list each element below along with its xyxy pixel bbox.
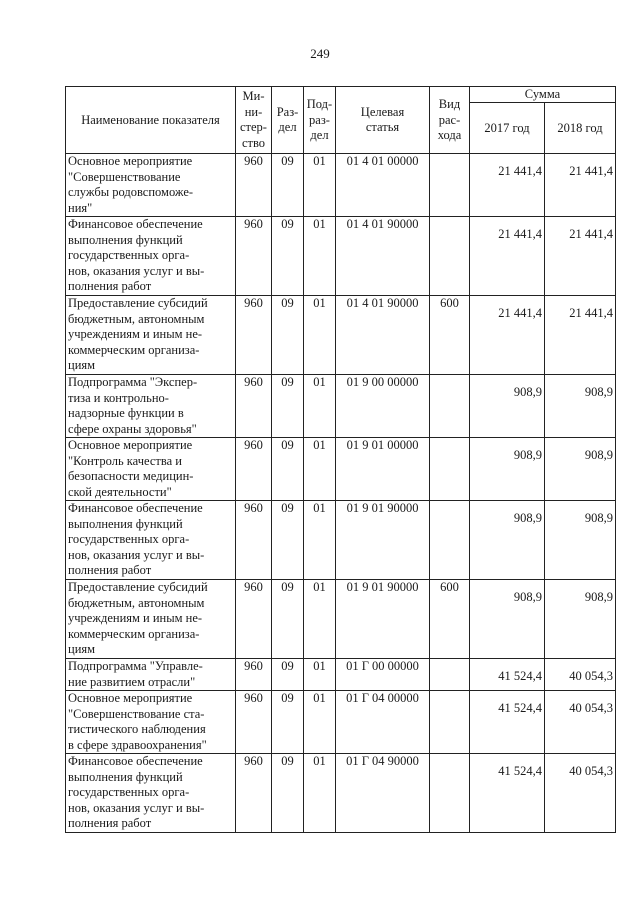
row-ministry-cell: 960 [236,217,272,296]
row-section-cell: 09 [272,501,304,580]
row-type-cell [430,659,470,691]
header-name: Наименование показателя [66,87,236,154]
row-target-cell: 01 4 01 90000 [336,296,430,375]
table-row [66,501,616,580]
row-target-cell: 01 Г 04 00000 [336,691,430,754]
row-type-cell [430,691,470,754]
row-target-cell: 01 9 00 00000 [336,375,430,438]
row-ministry-cell: 960 [236,691,272,754]
budget-table [65,86,616,833]
table-row [66,754,616,833]
row-type-cell [430,217,470,296]
row-name-cell: Подпрограмма "Экспер- тиза и контрольно- надзорные функции в сфере охраны здоровья" [66,375,236,438]
row-subsection-cell: 01 [304,754,336,833]
row-subsection-cell: 01 [304,154,336,217]
row-ministry-cell: 960 [236,154,272,217]
table-body [66,154,616,833]
row-subsection-cell: 01 [304,691,336,754]
table-row [66,296,616,375]
row-section-cell: 09 [272,296,304,375]
row-sum-2018-cell: 40 054,3 [545,659,616,691]
row-sum-2018-cell: 40 054,3 [545,754,616,833]
row-sum-2017-cell: 908,9 [470,580,545,659]
row-type-cell [430,754,470,833]
row-ministry-cell: 960 [236,754,272,833]
row-section-cell: 09 [272,217,304,296]
header-year-2018: 2018 год [545,103,616,154]
row-ministry-cell: 960 [236,438,272,501]
row-target-cell: 01 9 01 90000 [336,501,430,580]
header-ministry: Ми- ни- стер- ство [236,87,272,154]
row-target-cell: 01 9 01 00000 [336,438,430,501]
table-row [66,580,616,659]
row-sum-2018-cell: 908,9 [545,438,616,501]
row-section-cell: 09 [272,375,304,438]
row-type-cell [430,375,470,438]
row-subsection-cell: 01 [304,580,336,659]
row-sum-2017-cell: 21 441,4 [470,154,545,217]
header-section: Раз- дел [272,87,304,154]
header-year-2017: 2017 год [470,103,545,154]
row-name-cell: Основное мероприятие "Совершенствование ста- тистического наблюдения в сфере здравоохранения" [66,691,236,754]
header-type: Вид рас- хода [430,87,470,154]
row-section-cell: 09 [272,580,304,659]
row-target-cell: 01 Г 04 90000 [336,754,430,833]
row-ministry-cell: 960 [236,375,272,438]
row-section-cell: 09 [272,691,304,754]
table-row [66,659,616,691]
row-sum-2017-cell: 21 441,4 [470,296,545,375]
row-name-cell: Финансовое обеспечение выполнения функций государственных орга- нов, оказания услуг и вы- полнения работ [66,501,236,580]
row-sum-2018-cell: 21 441,4 [545,217,616,296]
row-name-cell: Основное мероприятие "Контроль качества и безопасности медицин- ской деятельности" [66,438,236,501]
row-target-cell: 01 4 01 90000 [336,217,430,296]
row-sum-2018-cell: 40 054,3 [545,691,616,754]
header-sum: Сумма [470,87,616,103]
table-row [66,217,616,296]
header-subsection: Под- раз- дел [304,87,336,154]
row-type-cell [430,501,470,580]
table-row [66,438,616,501]
row-type-cell: 600 [430,296,470,375]
row-section-cell: 09 [272,754,304,833]
row-type-cell [430,438,470,501]
table-row [66,154,616,217]
row-section-cell: 09 [272,438,304,501]
row-sum-2017-cell: 41 524,4 [470,754,545,833]
row-sum-2018-cell: 908,9 [545,580,616,659]
row-ministry-cell: 960 [236,659,272,691]
page-number: 249 [310,46,330,61]
row-ministry-cell: 960 [236,580,272,659]
row-type-cell: 600 [430,580,470,659]
row-sum-2017-cell: 41 524,4 [470,691,545,754]
row-target-cell: 01 Г 00 00000 [336,659,430,691]
row-name-cell: Предоставление субсидий бюджетным, автономным учреждениям и иным не- коммерческим организа- циям [66,580,236,659]
row-sum-2017-cell: 21 441,4 [470,217,545,296]
row-section-cell: 09 [272,154,304,217]
row-sum-2017-cell: 908,9 [470,501,545,580]
row-sum-2018-cell: 21 441,4 [545,154,616,217]
row-ministry-cell: 960 [236,501,272,580]
header-row-1 [66,87,616,103]
row-name-cell: Финансовое обеспечение выполнения функций государственных орга- нов, оказания услуг и вы- полнения работ [66,217,236,296]
row-target-cell: 01 4 01 00000 [336,154,430,217]
row-sum-2018-cell: 908,9 [545,501,616,580]
row-section-cell: 09 [272,659,304,691]
row-target-cell: 01 9 01 90000 [336,580,430,659]
row-subsection-cell: 01 [304,217,336,296]
row-subsection-cell: 01 [304,375,336,438]
row-subsection-cell: 01 [304,296,336,375]
row-sum-2018-cell: 21 441,4 [545,296,616,375]
row-sum-2017-cell: 908,9 [470,438,545,501]
row-sum-2018-cell: 908,9 [545,375,616,438]
row-sum-2017-cell: 908,9 [470,375,545,438]
row-name-cell: Основное мероприятие "Совершенствование службы родовспоможе- ния" [66,154,236,217]
row-name-cell: Предоставление субсидий бюджетным, автономным учреждениям и иным не- коммерческим организа- циям [66,296,236,375]
row-name-cell: Финансовое обеспечение выполнения функций государственных орга- нов, оказания услуг и вы- полнения работ [66,754,236,833]
table-row [66,375,616,438]
row-subsection-cell: 01 [304,438,336,501]
row-name-cell: Подпрограмма "Управле- ние развитием отрасли" [66,659,236,691]
row-subsection-cell: 01 [304,501,336,580]
row-type-cell [430,154,470,217]
row-sum-2017-cell: 41 524,4 [470,659,545,691]
row-ministry-cell: 960 [236,296,272,375]
table-row [66,691,616,754]
header-target: Целевая статья [336,87,430,154]
row-subsection-cell: 01 [304,659,336,691]
